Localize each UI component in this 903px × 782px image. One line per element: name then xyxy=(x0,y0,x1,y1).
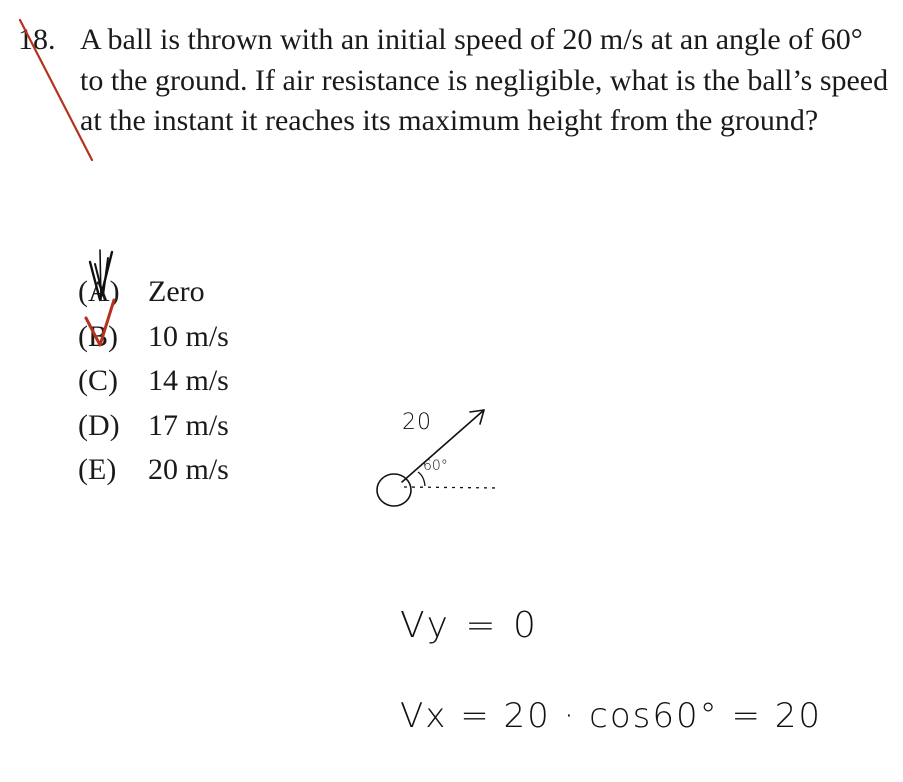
choice-e[interactable] xyxy=(78,448,229,493)
choice-text: 20 m/s xyxy=(148,453,229,486)
choice-letter: (C) xyxy=(78,364,118,397)
speed-label: 20 xyxy=(402,410,432,435)
choice-c[interactable] xyxy=(78,359,229,404)
choice-letter: (B) xyxy=(78,319,118,353)
choice-letter: (D) xyxy=(78,408,120,442)
choice-letter: (E) xyxy=(78,453,117,486)
vy-equation: Vy = 0 xyxy=(400,605,539,646)
answer-choices xyxy=(78,270,229,493)
choice-text: 10 m/s xyxy=(148,319,229,353)
choice-b[interactable] xyxy=(78,315,229,360)
question-block xyxy=(18,20,898,142)
question-text: A ball is thrown with an initial speed of 20 m/s at an angle of 60° to the ground. If air resistance is negligible, what is the ball’s speed at the instant it reaches its maximum height from the ground? xyxy=(80,23,889,137)
choice-letter: (A) xyxy=(78,275,120,308)
choice-d[interactable] xyxy=(78,404,229,449)
choice-a[interactable] xyxy=(78,270,229,315)
question-number: 18. xyxy=(18,23,56,56)
angle-label: 60° xyxy=(423,458,448,474)
vx-equation: Vx = 20 · cos60° = 20 xyxy=(400,696,823,736)
choice-text: 17 m/s xyxy=(148,408,229,442)
choice-text: 14 m/s xyxy=(148,364,229,397)
choice-text: Zero xyxy=(148,275,205,308)
